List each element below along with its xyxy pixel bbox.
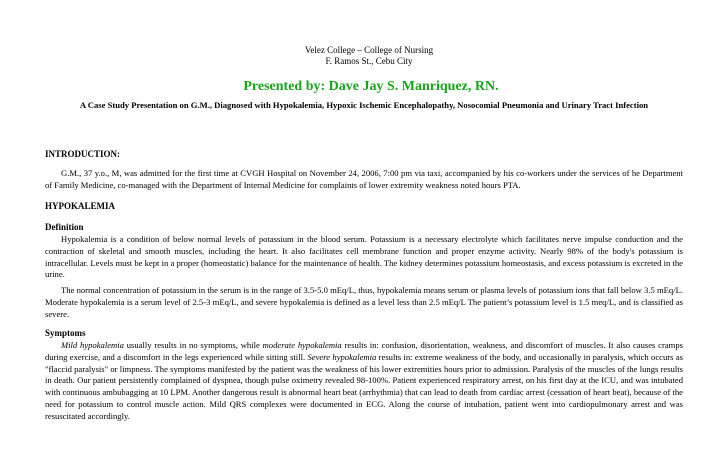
institution-name: Velez College – College of Nursing: [304, 45, 434, 55]
concentration-text: The normal concentration of potassium in the serum is in the range of 3.5-5.0 mEq/L, thus, hypokalemia means serum or plasma levels of potassium ions that fall below 3.5 mEq/L. Moderate hypokalemia is a serum level of 2.5-3 mEq/L, and severe hypokalemia is defined as a level less than 2.5 mEq/L The patient’s potassium level is 1.5 meq/L, and is classified as severe.: [45, 285, 683, 319]
symptoms-paragraph: [45, 340, 683, 423]
introduction-heading: INTRODUCTION:: [45, 149, 121, 159]
symptoms-text-part1: usually results in no symptoms, while: [123, 340, 263, 350]
introduction-text: G.M., 37 y.o., M, was admitted for the first time at CVGH Hospital on November 24, 2006, 7:00 pm via taxi, accompanied by his co-workers under the services of he Department of Family Medicine, co-managed with the Department of Internal Medicine for complaints of lower extremity weakness noted hours PTA.: [45, 168, 683, 190]
institution-address: F. Ramos St., Cebu City: [325, 56, 413, 66]
symptoms-heading: Symptoms: [45, 328, 86, 338]
definition-paragraph: [45, 234, 683, 281]
moderate-hypokalemia-term: moderate hypokalemia: [262, 340, 342, 350]
case-study-subtitle: A Case Study Presentation on G.M., Diagnosed with Hypokalemia, Hypoxic Ischemic Encephalopathy, Nosocomial Pneumonia and Urinary Tract Infection: [79, 100, 649, 110]
symptoms-text-part2: results in: confusion, disorientation, weakness, and discomfort of muscles. It also causes cramps during exercise, and a discomfort in the legs experienced while sitting still.: [45, 340, 683, 362]
definition-heading: Definition: [45, 222, 84, 232]
severe-hypokalemia-term: Severe hypokalemia: [307, 351, 377, 362]
definition-text: Hypokalemia is a condition of below normal levels of potassium in the blood serum. Potassium is a necessary electrolyte which facilitates nerve impulse conduction and the contraction of skeletal and smooth muscles, including the heart. It also facilitates cell membrane function and proper enzyme activity. Nearly 98% of the body's potassium is intracellular. Levels must be kept in a proper (homeostatic) balance for the maintenance of health. The kidney determines potassium homeostasis, and excess potassium is excreted in the urine.: [45, 234, 683, 280]
symptoms-text-part3: results in: extreme weakness of the body, and occasionally in paralysis, which occurs as "flaccid paralysis" or limpness. The symptoms manifested by the patient was the weakness of his lower extremities hours prior to admission. Paralysis of the muscles of the lungs results in death. Our patient persistently complained of dyspnea, though pulse oximetry revealed 98-100%. Patient experienced respiratory arrest, on his first day at the ICU, and was intubated with continuous ambubagging at 10 LPM. Another dangerous result is abnormal heart beat (arrhythmia) that can lead to death from cardiac arrest (cessation of heart beat), because of the need for potassium to control muscle action. Mild QRS complexes were documented in ECG. Along the course of intubation, patient went into cardiopulmonary arrest and was resuscitated accordingly.: [45, 351, 683, 421]
hypokalemia-heading: HYPOKALEMIA: [45, 201, 116, 211]
introduction-paragraph: [45, 168, 683, 192]
mild-hypokalemia-term: Mild hypokalemia: [61, 340, 124, 350]
presenter-title: Presented by: Dave Jay S. Manriquez, RN.: [243, 79, 499, 94]
concentration-paragraph: [45, 285, 683, 320]
